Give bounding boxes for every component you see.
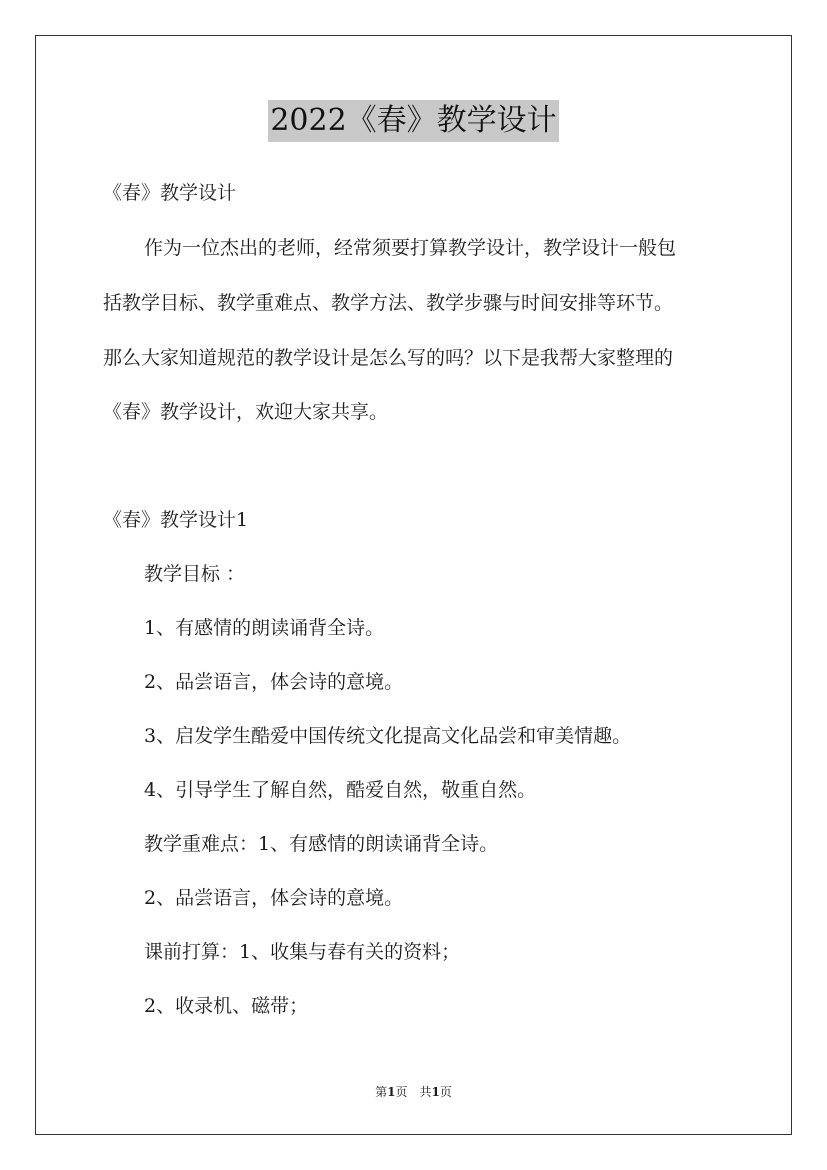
page-number: 1 [387, 1085, 396, 1099]
key-points-item-2: 2、品尝语言，体会诗的意境。 [144, 887, 404, 909]
page-suffix: 页 [395, 1085, 408, 1099]
total-suffix: 页 [439, 1085, 452, 1099]
goal-item-3: 3、启发学生酷爱中国传统文化提高文化品尝和审美情趣。 [144, 725, 632, 747]
key-points-line: 教学重难点：1、有感情的朗读诵背全诗。 [144, 833, 499, 855]
total-prefix: 共 [419, 1085, 432, 1099]
page-footer [0, 1084, 827, 1100]
goal-item-1: 1、有感情的朗读诵背全诗。 [144, 617, 385, 639]
title-container [0, 100, 827, 142]
intro-line-2: 括教学目标、教学重难点、教学方法、教学步骤与时间安排等环节。 [103, 292, 674, 314]
intro-line-1: 作为一位杰出的老师，经常须要打算教学设计，教学设计一般包 [144, 237, 677, 259]
intro-line-3: 那么大家知道规范的教学设计是怎么写的吗？以下是我帮大家整理的 [103, 347, 674, 369]
goal-item-4: 4、引导学生了解自然，酷爱自然，敬重自然。 [144, 779, 537, 801]
page-prefix: 第 [375, 1085, 388, 1099]
total-pages: 1 [431, 1085, 440, 1099]
section-heading: 《春》教学设计1 [103, 509, 249, 531]
preparation-line: 课前打算：1、收集与春有关的资料； [144, 941, 461, 963]
document-title: 2022《春》教学设计 [268, 100, 558, 142]
goal-item-2: 2、品尝语言，体会诗的意境。 [144, 671, 404, 693]
intro-line-4: 《春》教学设计，欢迎大家共享。 [103, 401, 389, 423]
preparation-item-2: 2、收录机、磁带； [144, 995, 309, 1017]
document-subtitle: 《春》教学设计 [103, 182, 237, 204]
teaching-goals-label: 教学目标 ： [144, 563, 246, 585]
